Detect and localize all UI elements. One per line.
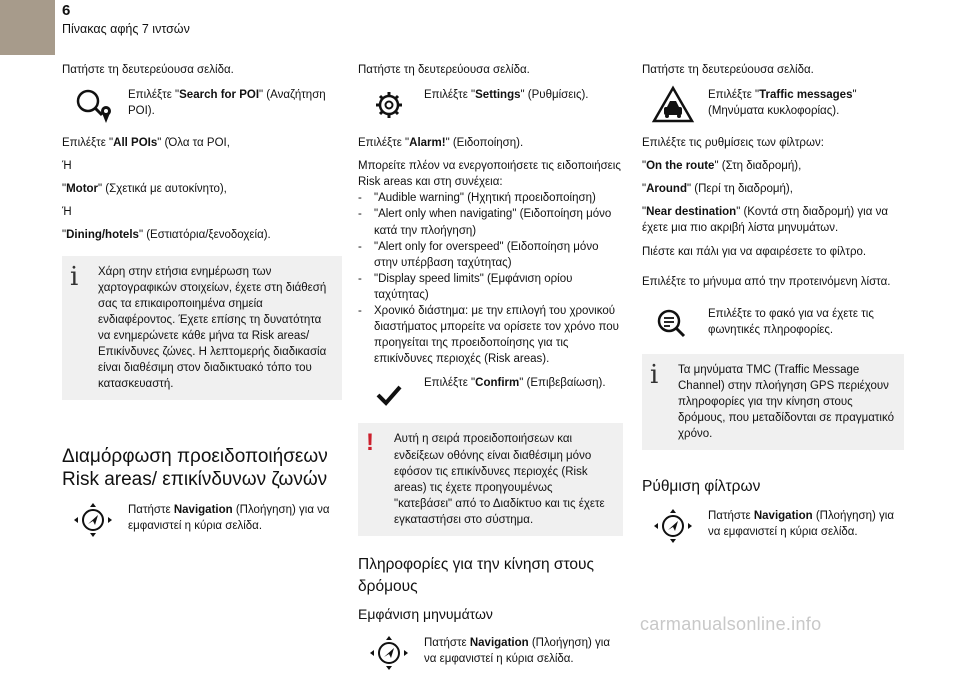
step-text: Επιλέξτε "Confirm" (Επιβεβαίωση). bbox=[424, 377, 606, 390]
info-text: Χάρη στην ετήσια ενημέρωση των χαρτογραφικών στοιχείων, έχετε στη διάθεσή σας τα επικαιροποιημένα σημεία ενδιαφέροντος. Έχετε επίσης τη δυνατότητα να ενημερώνετε κάθε μήνα τα Risk areas/Επικίνδυνες ζώνες. Η λεπτομερής διαδικασία είναι διαθέσιμη στον διαδικτυακό τόπο του κατασκευαστή. bbox=[98, 265, 327, 391]
checkmark-icon bbox=[366, 373, 412, 413]
section-title: Διαμόρφωση προειδοποιήσεων Risk areas/ επικίνδυνων ζωνών bbox=[62, 446, 328, 491]
options-list bbox=[358, 190, 623, 367]
list-item: - "Audible warning" (Ηχητική προειδοποίηση) bbox=[358, 190, 623, 206]
step-text: Επιλέξτε το φακό για να έχετε τις φωνητικές πληροφορίες. bbox=[708, 307, 874, 336]
page-number: 6 bbox=[62, 2, 71, 19]
subsection-title: Εμφάνιση μηνυμάτων bbox=[358, 606, 493, 623]
warning-text: Αυτή η σειρά προειδοποιήσεων και ενδείξεων οθόνης είναι διαθέσιμη μόνο εφόσον τις επικίνδυνες περιοχές (Risk areas) τις έχετε προηγουμένως "κατεβάσει" από το Διαδίκτυο και τις έχετε εγκαταστήσει στο σύστημα. bbox=[394, 433, 605, 526]
section-title: Πληροφορίες για την κίνηση στους δρόμους bbox=[358, 555, 594, 595]
column-3 bbox=[642, 62, 904, 556]
instruction-text: Πατήστε τη δευτερεύουσα σελίδα. bbox=[642, 64, 814, 76]
column-1 bbox=[62, 62, 342, 550]
info-box bbox=[62, 256, 342, 401]
instruction-text: Πατήστε τη δευτερεύουσα σελίδα. bbox=[358, 64, 530, 76]
intro-text: Μπορείτε πλέον να ενεργοποιήσετε τις ειδοποιήσεις Risk areas και στη συνέχεια: bbox=[358, 160, 621, 189]
info-box bbox=[642, 354, 904, 450]
list-item: - "Display speed limits" (Εμφάνιση ορίου ταχύτητας) bbox=[358, 271, 623, 303]
step-text: Επιλέξτε "Search for POI" (Αναζήτηση POI). bbox=[128, 89, 326, 118]
step-row bbox=[358, 85, 623, 125]
warning-box bbox=[358, 423, 623, 536]
info-text: Τα μηνύματα TMC (Traffic Message Channel) στην πλοήγηση GPS περιέχουν πληροφορίες για την κίνηση στους δρόμους, που μεταδίδονται σε πραγματικό χρόνο. bbox=[678, 363, 894, 441]
option-text: "Around" (Περί τη διαδρομή), bbox=[642, 183, 793, 196]
step-text: Επιλέξτε "Settings" (Ρυθμίσεις). bbox=[424, 89, 589, 102]
step-text: Επιλέξτε "Traffic messages" (Μηνύματα κυκλοφορίας). bbox=[708, 89, 857, 118]
search-poi-label: Search for POI bbox=[179, 89, 260, 102]
step-row bbox=[358, 373, 623, 413]
chapter-tab bbox=[0, 0, 55, 55]
option-text: "Dining/hotels" (Εστιατόρια/ξενοδοχεία). bbox=[62, 229, 271, 242]
column-2 bbox=[358, 62, 623, 683]
step-row bbox=[358, 633, 623, 673]
step-row bbox=[62, 500, 342, 540]
step-text: Πατήστε Navigation (Πλοήγηση) για να εμφανιστεί η κύρια σελίδα. bbox=[424, 636, 610, 666]
step-row bbox=[642, 506, 904, 546]
navigation-icon bbox=[650, 506, 696, 546]
section-title: Ρύθμιση φίλτρων bbox=[642, 478, 761, 496]
or-text: Ή bbox=[62, 160, 72, 173]
option-text: Επιλέξτε "All POIs" (Όλα τα POI, bbox=[62, 137, 230, 150]
list-item: - Χρονικό διάστημα: με την επιλογή του χρονικού διαστήματος μπορείτε να ορίσετε τον χρόνο που προηγείται της προειδοποίησης για τις επικίνδυνες περιοχές (Risk areas). bbox=[358, 303, 623, 367]
settings-icon bbox=[366, 85, 412, 125]
step-row bbox=[642, 304, 904, 344]
search-poi-icon bbox=[70, 85, 116, 125]
option-text: "Near destination" (Κοντά στη διαδρομή) για να έχετε μια πιο ακριβή λίστα μηνυμάτων. bbox=[642, 206, 888, 235]
option-text: "Motor" (Σχετικά με αυτοκίνητο), bbox=[62, 183, 227, 196]
chapter-title: Πίνακας αφής 7 ιντσών bbox=[62, 22, 190, 36]
instruction-text: Επιλέξτε το μήνυμα από την προτεινόμενη λίστα. bbox=[642, 275, 891, 288]
option-text: "On the route" (Στη διαδρομή), bbox=[642, 160, 802, 173]
instruction-text: Πατήστε τη δευτερεύουσα σελίδα. bbox=[62, 64, 234, 76]
filters-intro: Επιλέξτε τις ρυθμίσεις των φίλτρων: bbox=[642, 137, 824, 150]
list-item: - "Alert only for overspeed" (Ειδοποίηση μόνο στην υπέρβαση ταχύτητας) bbox=[358, 239, 623, 271]
step-text: Πατήστε Navigation (Πλοήγηση) για να εμφανιστεί η κύρια σελίδα. bbox=[128, 503, 330, 532]
step-text: Πατήστε Navigation (Πλοήγηση) για να εμφανιστεί η κύρια σελίδα. bbox=[708, 509, 894, 538]
list-item: - "Alert only when navigating" (Ειδοποίηση μόνο κατά την πλοήγηση) bbox=[358, 206, 623, 238]
watermark: carmanualsonline.info bbox=[640, 614, 822, 634]
navigation-icon bbox=[70, 500, 116, 540]
or-text: Ή bbox=[62, 206, 72, 219]
step-row bbox=[642, 85, 904, 125]
magnifier-voice-icon bbox=[650, 304, 696, 344]
info-icon: i bbox=[70, 261, 79, 292]
info-icon: i bbox=[650, 359, 659, 390]
instruction-text: Πιέστε και πάλι για να αφαιρέσετε το φίλτρο. bbox=[642, 245, 867, 258]
navigation-icon bbox=[366, 633, 412, 673]
option-text: Επιλέξτε "Alarm!" (Ειδοποίηση). bbox=[358, 137, 524, 150]
traffic-warning-icon bbox=[650, 85, 696, 125]
warning-icon: ! bbox=[366, 429, 374, 457]
step-row bbox=[62, 85, 342, 125]
